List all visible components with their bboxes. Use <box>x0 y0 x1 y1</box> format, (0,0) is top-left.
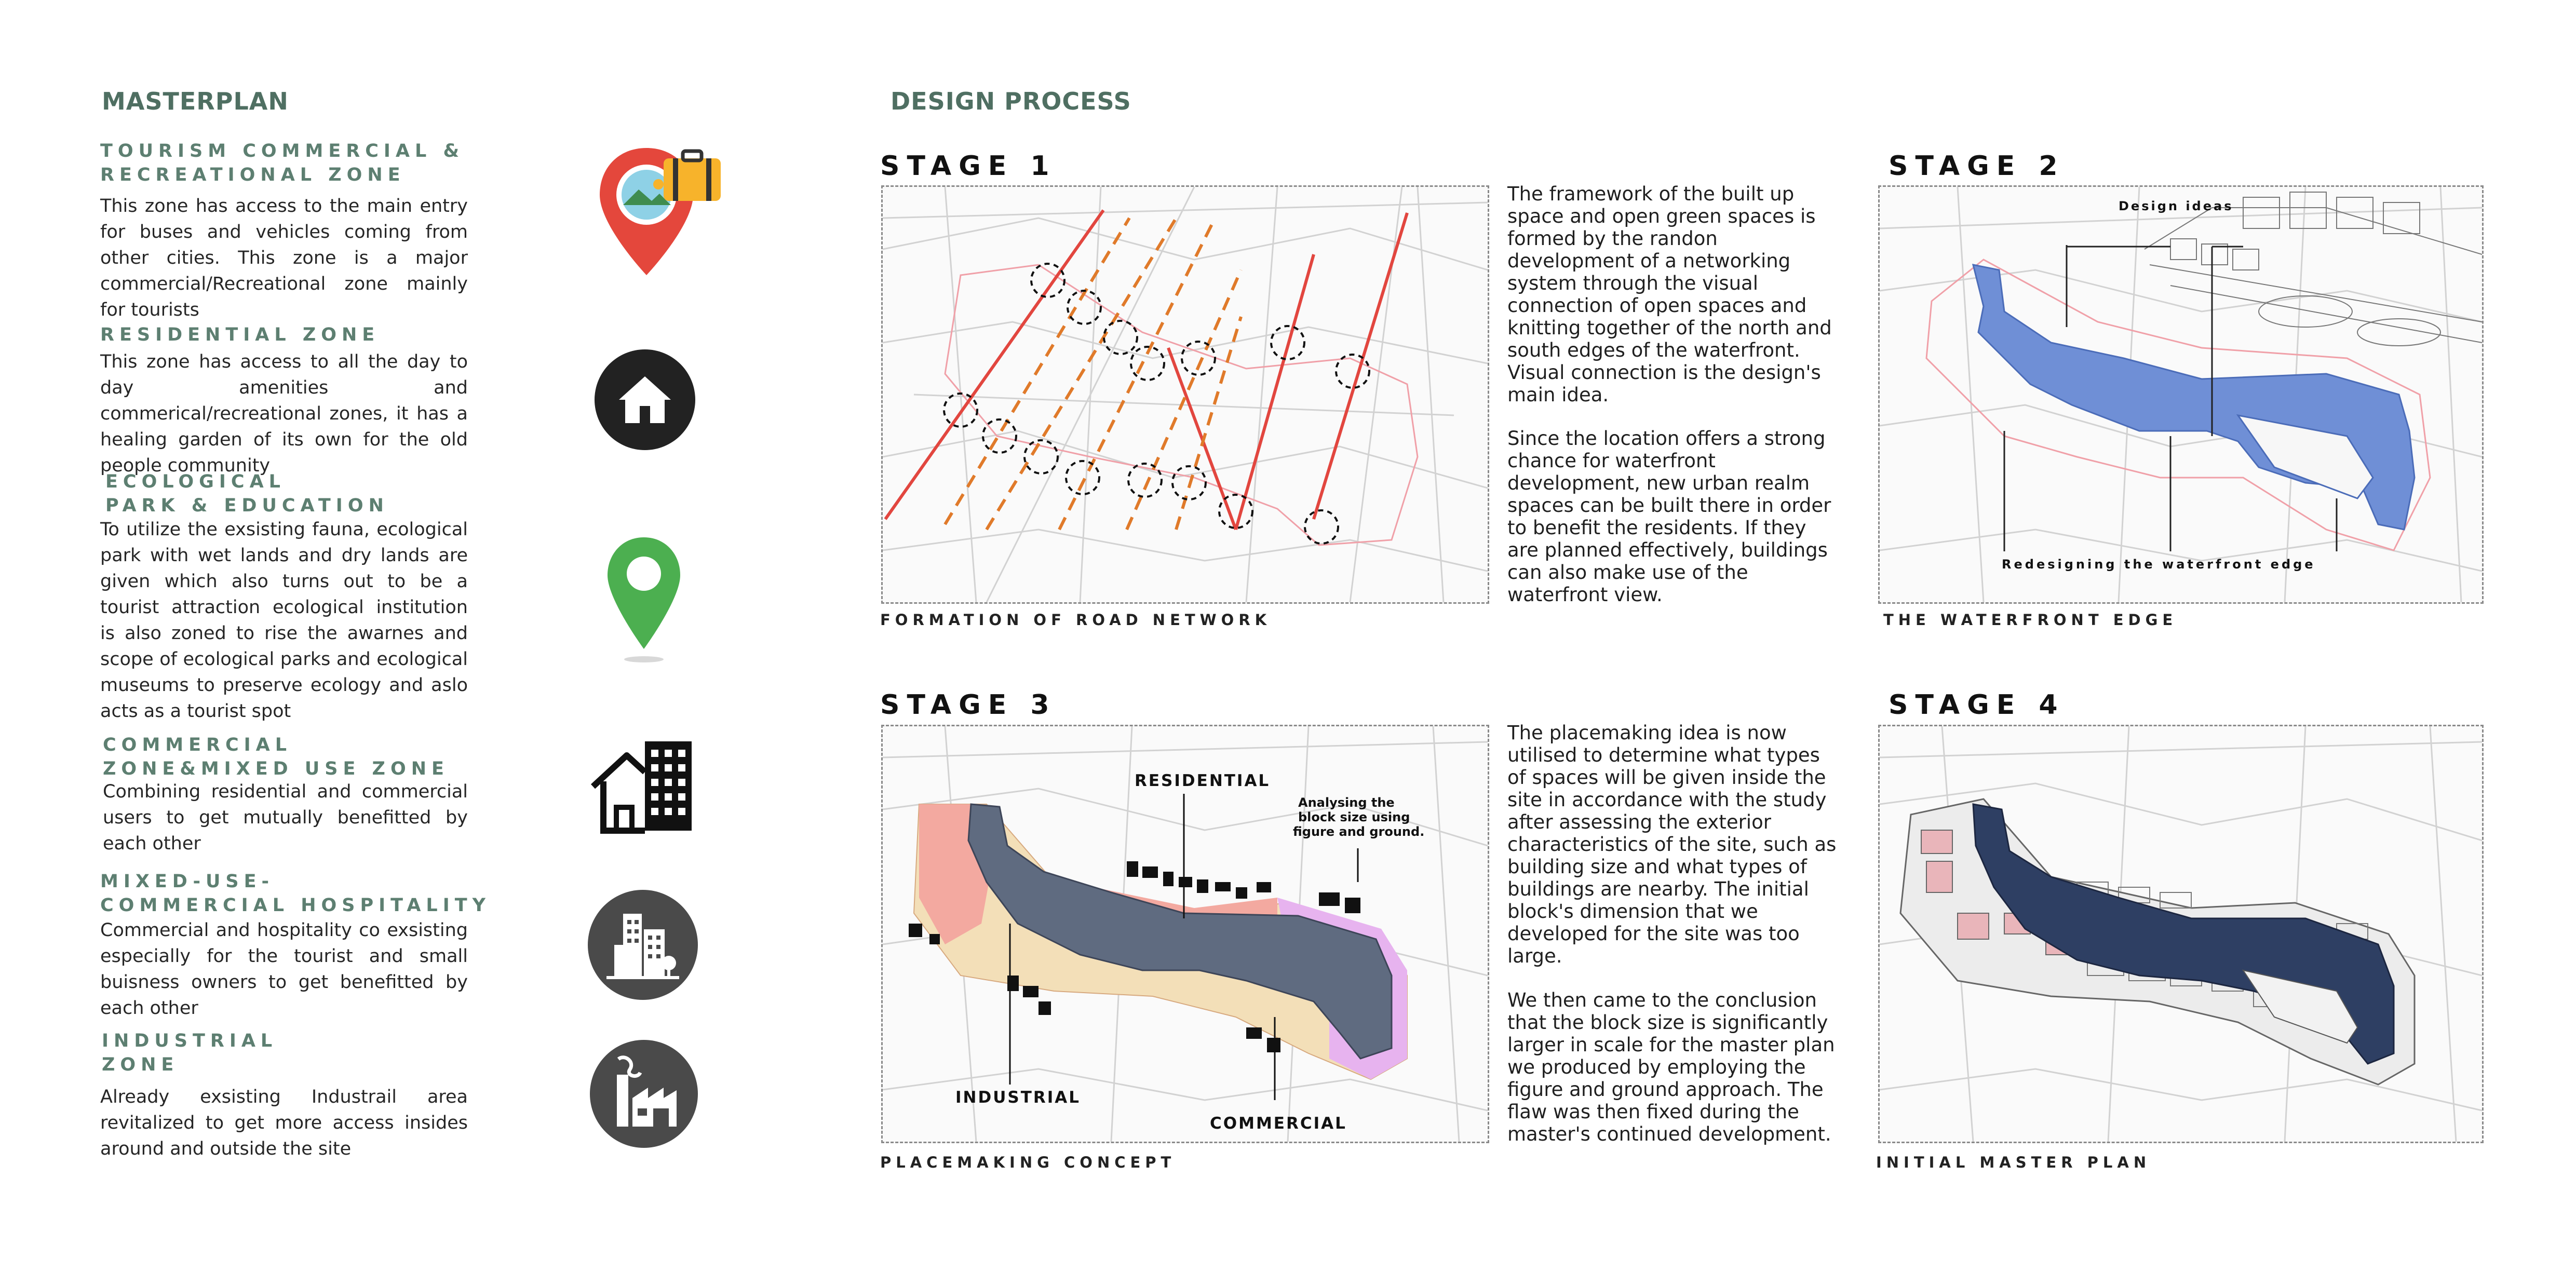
zone-title-line: TOURISM COMMERCIAL & <box>100 141 465 161</box>
zone-title-commercial <box>103 733 497 781</box>
label-residential: RESIDENTIAL <box>1135 771 1271 790</box>
label-analysing-2: block size using <box>1298 810 1410 824</box>
stage-4-caption: INITIAL MASTER PLAN <box>1876 1154 2151 1171</box>
stage-1-title: STAGE 1 <box>880 151 1057 182</box>
zone-title-tourism <box>100 139 495 187</box>
stage-1-map-panel <box>881 185 1489 604</box>
zone-text-tourism: This zone has access to the main entry for buses and vehicles coming from other cities. This zone is a major commercial/Recreational zone mainly for tourists <box>100 196 468 320</box>
zone-title-line: COMMERCIAL <box>103 735 292 755</box>
zone-text-mixed-use: Commercial and hospitality co exsisting especially for the tourist and small buisness owners to get benefitted by each other <box>100 920 468 1019</box>
city-buildings-circle-icon <box>586 888 700 1002</box>
stage-3-title: STAGE 3 <box>880 689 1057 721</box>
stage-4-map-panel <box>1878 725 2484 1143</box>
zone-title-mixed-use <box>100 870 495 917</box>
label-analysing-3: figure and ground. <box>1293 824 1425 839</box>
paragraph-waterfront: Since the location offers a strong chance for waterfront development, new urban realm spaces can be built there in order to benefit the residents. If they are planned effectively, buildings can also make use of the waterfront view. <box>1507 427 1831 606</box>
stage-2-map <box>1880 187 2482 602</box>
label-redesigning-waterfront: Redesigning the waterfront edge <box>2002 557 2316 572</box>
zone-text-residential: This zone has access to all the day to day amenities and commerical/recreational zones, it has a healing garden of its own for the old people community <box>100 351 468 476</box>
zone-title-industrial <box>102 1029 496 1077</box>
zone-text-ecological: To utilize the exsisting fauna, ecological park with wet lands and dry lands are given which also turns out to be a tourist attraction ecological institution is also zoned to rise the awarnes and scope of ecological parks and ecological museums to preserve ecology and aslo acts as a tourist spot <box>100 519 468 722</box>
zone-text-commercial: Combining residential and commercial users to get mutually benefitted by each other <box>103 781 468 854</box>
zone-title-line: COMMERCIAL HOSPITALITY <box>100 895 491 916</box>
design-process-title: DESIGN PROCESS <box>891 87 1131 115</box>
masterplan-title: MASTERPLAN <box>102 87 289 115</box>
stage-3-map <box>883 726 1488 1142</box>
green-location-pin-icon <box>605 535 683 665</box>
zone-title-line: ECOLOGICAL <box>105 471 286 492</box>
label-design-ideas: Design ideas <box>2119 199 2234 213</box>
house-building-outline-icon <box>588 737 697 836</box>
stage-3-map-panel <box>881 725 1489 1143</box>
factory-circle-icon <box>588 1038 700 1150</box>
label-industrial: INDUSTRIAL <box>955 1088 1081 1107</box>
stage-1-caption: FORMATION OF ROAD NETWORK <box>880 611 1272 629</box>
tourism-pin-suitcase-icon <box>597 143 722 283</box>
paragraph-figure-ground: We then came to the conclusion that the block size is significantly larger in scale for the master plan we produced by employing the figure and ground approach. The flaw was then fixed during the master's continued development. <box>1507 989 1835 1145</box>
zone-title-line: ZONE&MIXED USE ZONE <box>103 758 449 779</box>
zone-title-line: PARK & EDUCATION <box>105 495 389 516</box>
zone-title-line: RESIDENTIAL ZONE <box>100 324 380 345</box>
zone-title-ecological <box>105 470 500 518</box>
zone-title-line: MIXED-USE- <box>100 871 275 892</box>
stage-4-title: STAGE 4 <box>1889 689 2065 721</box>
paragraph-placemaking: The placemaking idea is now utilised to determine what types of spaces will be given inside the site in accordance with the study after assessing the exterior characteristics of the site, such as building size and what types of buildings are nearby. The initial block's dimension that we developed for the site was too large. <box>1507 722 1837 967</box>
stage-2-caption: THE WATERFRONT EDGE <box>1883 611 2178 629</box>
zone-title-line: INDUSTRIAL <box>102 1031 278 1051</box>
paragraph-framework: The framework of the built up space and open green spaces is formed by the randon development of a networking system through the visual connection of open spaces and knitting together of the north and south edges of the waterfront. Visual connection is the design's main idea. <box>1507 183 1832 406</box>
house-circle-icon <box>593 348 697 452</box>
label-commercial: COMMERCIAL <box>1210 1114 1347 1133</box>
zone-title-residential <box>100 323 495 347</box>
stage-2-map-panel <box>1878 185 2484 604</box>
stage-3-caption: PLACEMAKING CONCEPT <box>880 1154 1176 1171</box>
label-analysing-1: Analysing the <box>1298 795 1395 810</box>
zone-text-industrial: Already exsisting Industrail area revitalized to get more access insides around and outside the site <box>100 1087 468 1159</box>
zone-title-line: ZONE <box>102 1054 179 1075</box>
stage-1-map <box>883 187 1488 602</box>
stage-2-title: STAGE 2 <box>1889 151 2065 182</box>
stage-4-map <box>1880 726 2482 1142</box>
zone-title-line: RECREATIONAL ZONE <box>100 165 406 185</box>
